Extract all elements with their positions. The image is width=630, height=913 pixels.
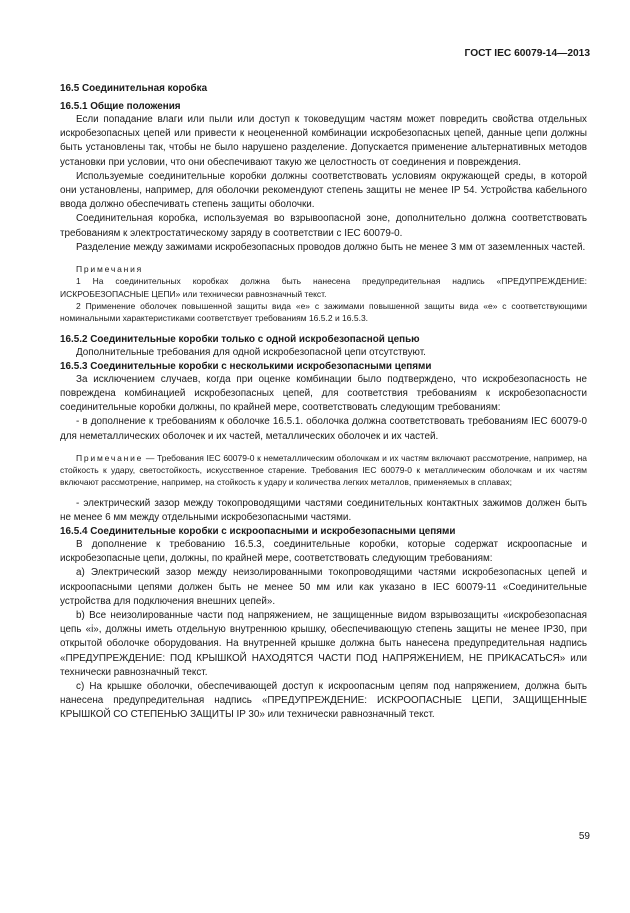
section-16-5-4-title: 16.5.4 Соединительные коробки с искроопасными и искробезопасными цепями (60, 526, 456, 538)
paragraph: - электрический зазор между токопроводящими частями соединительных контактных зажимов должен быть не менее 6 мм между отдельными искробезопасными частями. (60, 497, 587, 523)
note-label: Примечание (76, 452, 144, 463)
page-number: 59 (578, 831, 590, 842)
paragraph: Разделение между зажимами искробезопасных проводов должно быть не менее 3 мм от заземленных частей. (76, 241, 586, 253)
note-2: 2 Применение оболочек повышенной защиты вида «е» с зажимами повышенной защиты вида «е» с соответствующими номинальными характеристиками соответствует требованиям 16.5.2 и 16.5.3. (60, 300, 587, 324)
list-item-a: а) Электрический зазор между неизолированными токопроводящими частями искробезопасных цепей и искроопасными цепями должен быть не менее 50 мм или как указано в IEC 60079-11 «Соединительные устройства для подключения внешних цепей». (60, 567, 587, 607)
note-1: 1 На соединительных коробках должна быть нанесена предупредительная надпись «ПРЕДУПРЕЖДЕНИЕ: ИСКРОБЕЗОПАСНЫЕ ЦЕПИ» или технически равнозначный текст. (60, 276, 587, 299)
paragraph: Дополнительные требования для одной искробезопасной цепи отсутствуют. (76, 346, 426, 358)
notes-title: Примечания (76, 264, 144, 275)
note-text: — Требования IEC 60079-0 к неметаллическим оболочкам и их частям включают рассмотрение, например, на стойкость к удару, светостойкость, искусственное старение. Требования IEC 60079-0 к металлическим оболочкам и их частям включают рассмотрение, например, на стойкость к удару и количества легких металлов, применяемых в сплавах; (60, 452, 587, 488)
section-16-5-1-title: 16.5.1 Общие положения (60, 101, 181, 112)
note-16-5-3 (60, 452, 587, 489)
standard-header: ГОСТ IEC 60079-14—2013 (464, 48, 590, 59)
section-16-5-3-title: 16.5.3 Соединительные коробки с несколькими искробезопасными цепями (60, 360, 432, 372)
paragraph: Используемые соединительные коробки должны соответствовать условиям окружающей среды, в которой они установлены, например, для оболочки рекомендуют степень защиты не менее IP 54. Устройства кабельного ввода должно обеспечивать степень защиты оболочки. (60, 170, 587, 211)
paragraph: Если попадание влаги или пыли или доступ к токоведущим частям может повредить свойства отдельных искробезопасных цепей или привести к неоцененной комбинации искробезопасных цепей, данные цепи должны быть установлены так, чтобы не было нарушено разделение. Допускается применение альтернативных методов установки при условии, что они обеспечивают такую же целостность от соединения и повреждения. (60, 114, 587, 168)
paragraph: Соединительная коробка, используемая во взрывоопасной зоне, дополнительно должна соответствовать требованиям к электростатическому заряду в соответствии с IEC 60079-0. (60, 213, 587, 239)
paragraph: В дополнение к требованию 16.5.3, соединительные коробки, которые содержат искроопасные и искробезопасные цепи, должны, по крайней мере, соответствовать следующим требованиям: (60, 539, 587, 565)
list-item-c: с) На крышке оболочки, обеспечивающей доступ к искроопасным цепям под напряжением, должна быть нанесена предупредительная надпись «ПРЕДУПРЕЖДЕНИЕ: ИСКРООПАСНЫЕ ЦЕПИ, ЗАЩИЩЕННЫЕ КРЫШКОЙ СО СТЕПЕНЬЮ ЗАЩИТЫ IP 30» или технически равнозначный текст. (60, 681, 587, 721)
list-item-b: b) Все неизолированные части под напряжением, не защищенные видом взрывозащиты «искробезопасная цепь «i», должны иметь отдельную внутреннюю крышку, обеспечивающую степень защиты не менее IP30, при открытой оболочке оборудования. На внутренней крышке должна быть нанесена предупредительная надпись «ПРЕДУПРЕЖДЕНИЕ: ПОД КРЫШКОЙ НАХОДЯТСЯ ЧАСТИ ПОД НАПРЯЖЕНИЕМ, НЕ ПРИКАСАТЬСЯ» или технически равнозначный текст. (60, 610, 587, 678)
section-16-5-title: 16.5 Соединительная коробка (60, 83, 208, 94)
section-16-5-2-title: 16.5.2 Соединительные коробки только с одной искробезопасной цепью (60, 333, 420, 345)
page-content (60, 82, 587, 723)
paragraph: - в дополнение к требованиям к оболочке 16.5.1. оболочка должна соответствовать требованиям IEC 60079-0 для неметаллических оболочек и их частей, металлических оболочек и их частей. (60, 416, 587, 442)
paragraph: За исключением случаев, когда при оценке комбинации было подтверждено, что искробезопасность не повреждена комбинацией искробезопасных цепей, для соответствия требованиям к искробезопасности соединительные коробки должны, по крайней мере, соответствовать следующим требованиям: (60, 373, 587, 414)
